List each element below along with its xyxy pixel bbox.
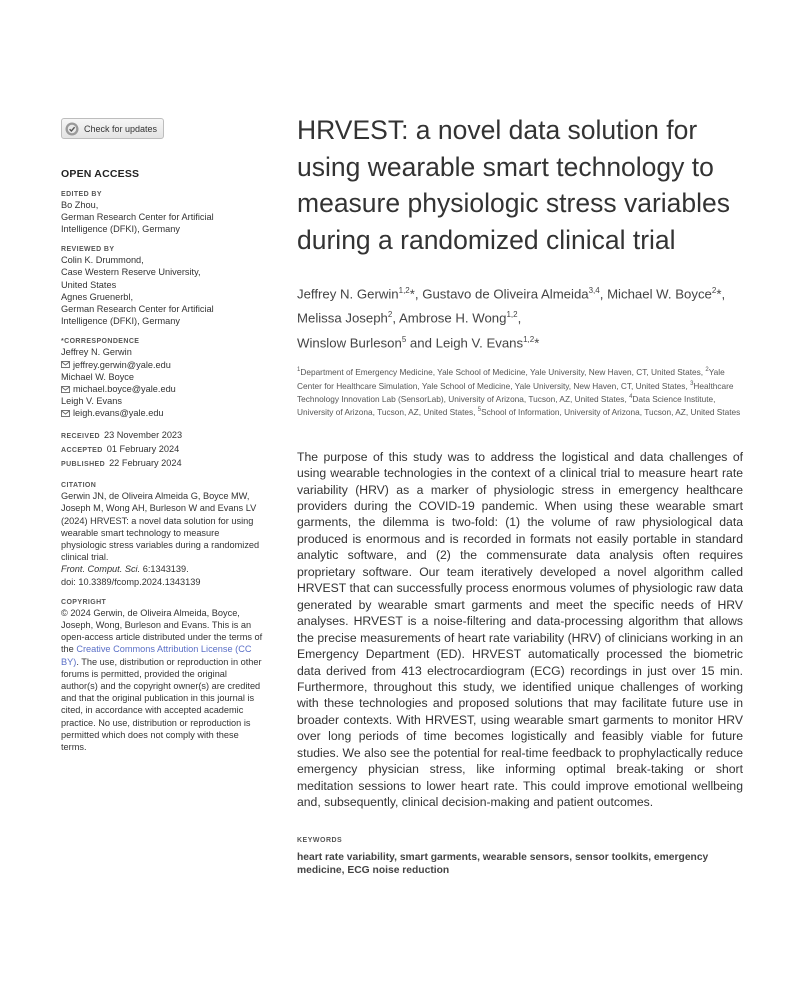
copyright-text-before: © 2024 Gerwin, de Oliveira Almeida, Boyce, Joseph, Wong, Burleson and Evans. This is an open-access article distributed under the terms of the: [61, 607, 263, 655]
author-separator: ,: [517, 310, 522, 326]
check-updates-icon: [65, 122, 79, 136]
correspondent-email-row[interactable]: [61, 383, 266, 395]
published-date: 22 February 2024: [109, 457, 182, 468]
correspondence-info: [61, 346, 266, 419]
envelope-icon: [61, 386, 70, 393]
affiliation-number: 2: [705, 367, 709, 374]
author-affiliation-sup: 3,4: [588, 286, 600, 295]
affiliation-text: Healthcare Technology Innovation Lab (SensorLab), University of Arizona, Tucson, AZ, United States,: [297, 380, 734, 404]
envelope-icon: [61, 361, 70, 368]
reviewer-line: Colin K. Drummond,: [61, 255, 144, 266]
editor-line: German Research Center for Artificial: [61, 211, 214, 222]
author-separator: ,: [721, 286, 726, 302]
author-affiliation-sup: 2: [387, 310, 393, 320]
reviewer-line: United States: [61, 279, 117, 290]
copyright-label: COPYRIGHT: [61, 598, 107, 606]
author-affiliation-sup: 1,2: [506, 310, 518, 320]
keywords-label: KEYWORDS: [297, 836, 343, 844]
correspondent-email-row[interactable]: [61, 407, 266, 419]
editor-info: [61, 199, 266, 236]
author-affiliation-sup: 1,2: [523, 334, 535, 344]
citation-label: CITATION: [61, 482, 97, 490]
affiliation-number: 5: [477, 407, 482, 414]
check-for-updates-button[interactable]: [61, 118, 164, 139]
corresponding-mark: *: [534, 335, 540, 351]
editor-line: Bo Zhou,: [61, 199, 99, 210]
affiliation-number: 4: [629, 393, 633, 400]
author-affiliation-sup: 1,2: [398, 286, 410, 295]
open-access-label: OPEN ACCESS: [61, 167, 140, 180]
editor-line: Intelligence (DFKI), Germany: [61, 223, 180, 234]
reviewer-line: Intelligence (DFKI), Germany: [61, 316, 180, 327]
reviewer-line: German Research Center for Artificial: [61, 303, 214, 314]
license-link[interactable]: Creative Commons Attribution License (CC BY): [61, 644, 252, 667]
affiliations: [297, 365, 743, 418]
citation-text: [61, 490, 266, 588]
author-name: Ambrose H. Wong: [398, 310, 507, 326]
copyright-text: [61, 607, 266, 753]
correspondent-name: Michael W. Boyce: [61, 371, 135, 382]
article-dates: [61, 429, 266, 472]
accepted-date: 01 February 2024: [106, 443, 180, 454]
keywords-list: heart rate variability, smart garments, wearable sensors, sensor toolkits, emergency medicine, ECG noise reduction: [297, 851, 709, 877]
citation-body: Gerwin JN, de Oliveira Almeida G, Boyce MW, Joseph M, Wong AH, Burleson W and Evans LV (2024) HRVEST: a novel data solution for using wearable smart technology to measure physiologic stress variables during a randomized clinical trial.: [61, 491, 260, 563]
published-label: PUBLISHED: [61, 460, 106, 468]
correspondent-name: Leigh V. Evans: [61, 396, 122, 407]
author-name: Melissa Joseph: [297, 310, 388, 326]
edited-by-label: EDITED BY: [61, 190, 102, 198]
affiliation-number: 3: [690, 380, 694, 387]
author-name: Leigh V. Evans: [435, 335, 524, 351]
affiliation-text: School of Information, University of Arizona, Tucson, AZ, United States: [481, 407, 741, 418]
citation-volume: 6:1343139.: [142, 564, 189, 575]
author-affiliation-sup: 2: [711, 286, 717, 295]
affiliation-text: Department of Emergency Medicine, Yale School of Medicine, Yale University, New Haven, CT, United States,: [300, 366, 706, 377]
author-affiliation-sup: 5: [401, 334, 407, 344]
received-date: 23 November 2023: [104, 429, 183, 440]
author-separator: ,: [599, 286, 608, 302]
author-separator: ,: [392, 310, 399, 326]
article-info-sidebar: [61, 118, 266, 753]
author-name: Michael W. Boyce: [607, 286, 712, 302]
reviewer-line: Case Western Reserve University,: [61, 267, 201, 278]
affiliation-text: Yale Center for Healthcare Simulation, Yale School of Medicine, Yale University, New Haven, CT, United States,: [297, 366, 725, 391]
citation-doi[interactable]: doi: 10.3389/fcomp.2024.1343139: [61, 576, 201, 587]
published-date-row: [61, 457, 266, 471]
accepted-date-row: [61, 443, 266, 457]
envelope-icon: [61, 410, 70, 417]
correspondent-name: Jeffrey N. Gerwin: [61, 347, 132, 358]
correspondence-label: *CORRESPONDENCE: [61, 338, 140, 346]
check-updates-label: Check for updates: [84, 123, 158, 134]
article-main: [297, 112, 743, 878]
copyright-text-after: . The use, distribution or reproduction in other forums is permitted, provided the original author(s) and the copyright owner(s) are credited and that the original publication in this journal is cited, in accordance with accepted academic practice. No use, distribution or reproduction is permitted which does not comply with these terms.: [61, 656, 262, 753]
affiliation-number: 1: [297, 367, 301, 374]
received-date-row: [61, 429, 266, 443]
abstract: The purpose of this study was to address the logistical and data challenges of using wearable technologies in the context of a clinical trial to measure heart rate variability (HRV) as a marker of physiologic stress in emergency healthcare providers during the COVID-19 pandemic. When using these wearable smart garments, the dilemma is two-fold: (1) the volume of raw physiological data produced is enormous and is recorded in formats not easily portable in standard analytic software, and (2) the commensurate data analysis often requires proprietary software. Our team iteratively developed a novel algorithm called HRVEST that can successfully process enormous volumes of physiologic raw data generated by wearable smart garments and meet the specific needs of HRV analyses. HRVEST is a noise-filtering and data-processing algorithm that allows the precise measurements of heart rate variability (HRV) of clinicians working in an Emergency Department (ED). HRVEST automatically processed the biometric data derived from 413 electrocardiogram (ECG) recordings in just over 15 min. Furthermore, throughout this study, we identified unique challenges of working with these technologies and proposed solutions that may facilitate future use in broader contexts. With HRVEST, using wearable smart garments to monitor HRV over long periods of time becomes logistically and feasibly viable for future studies. We also see the potential for real-time feedback to prophylactically reduce emergency physician stress, like informing optimal break-taking or short meditation sessions to lower heart rate. This could improve emotional wellbeing and, subsequently, clinical decision-making and patient outcomes.: [297, 449, 743, 810]
citation-journal: Front. Comput. Sci.: [61, 564, 141, 575]
correspondent-email-row[interactable]: [61, 359, 266, 371]
author-name: Gustavo de Oliveira Almeida: [422, 286, 589, 302]
affiliation-text: Data Science Institute, University of Arizona, Tucson, AZ, United States,: [297, 393, 716, 418]
author-list: [297, 280, 743, 353]
received-label: RECEIVED: [61, 432, 100, 440]
corresponding-mark: *: [716, 286, 722, 302]
correspondent-email[interactable]: jeffrey.gerwin@yale.edu: [73, 359, 171, 370]
correspondent-email[interactable]: michael.boyce@yale.edu: [73, 383, 176, 394]
reviewer-line: Agnes Gruenerbl,: [61, 291, 134, 302]
author-name: Jeffrey N. Gerwin: [297, 286, 399, 302]
author-separator: ,: [414, 286, 423, 302]
corresponding-mark: *: [409, 286, 415, 302]
article-title: HRVEST: a novel data solution for using wearable smart technology to measure physiologic stress variables during a randomized clinical trial: [297, 115, 731, 255]
reviewed-by-label: REVIEWED BY: [61, 246, 115, 254]
correspondent-email[interactable]: leigh.evans@yale.edu: [73, 408, 164, 419]
accepted-label: ACCEPTED: [61, 446, 103, 454]
author-name: Winslow Burleson: [297, 335, 402, 351]
author-separator: and: [406, 335, 436, 351]
reviewer-info: [61, 254, 266, 327]
